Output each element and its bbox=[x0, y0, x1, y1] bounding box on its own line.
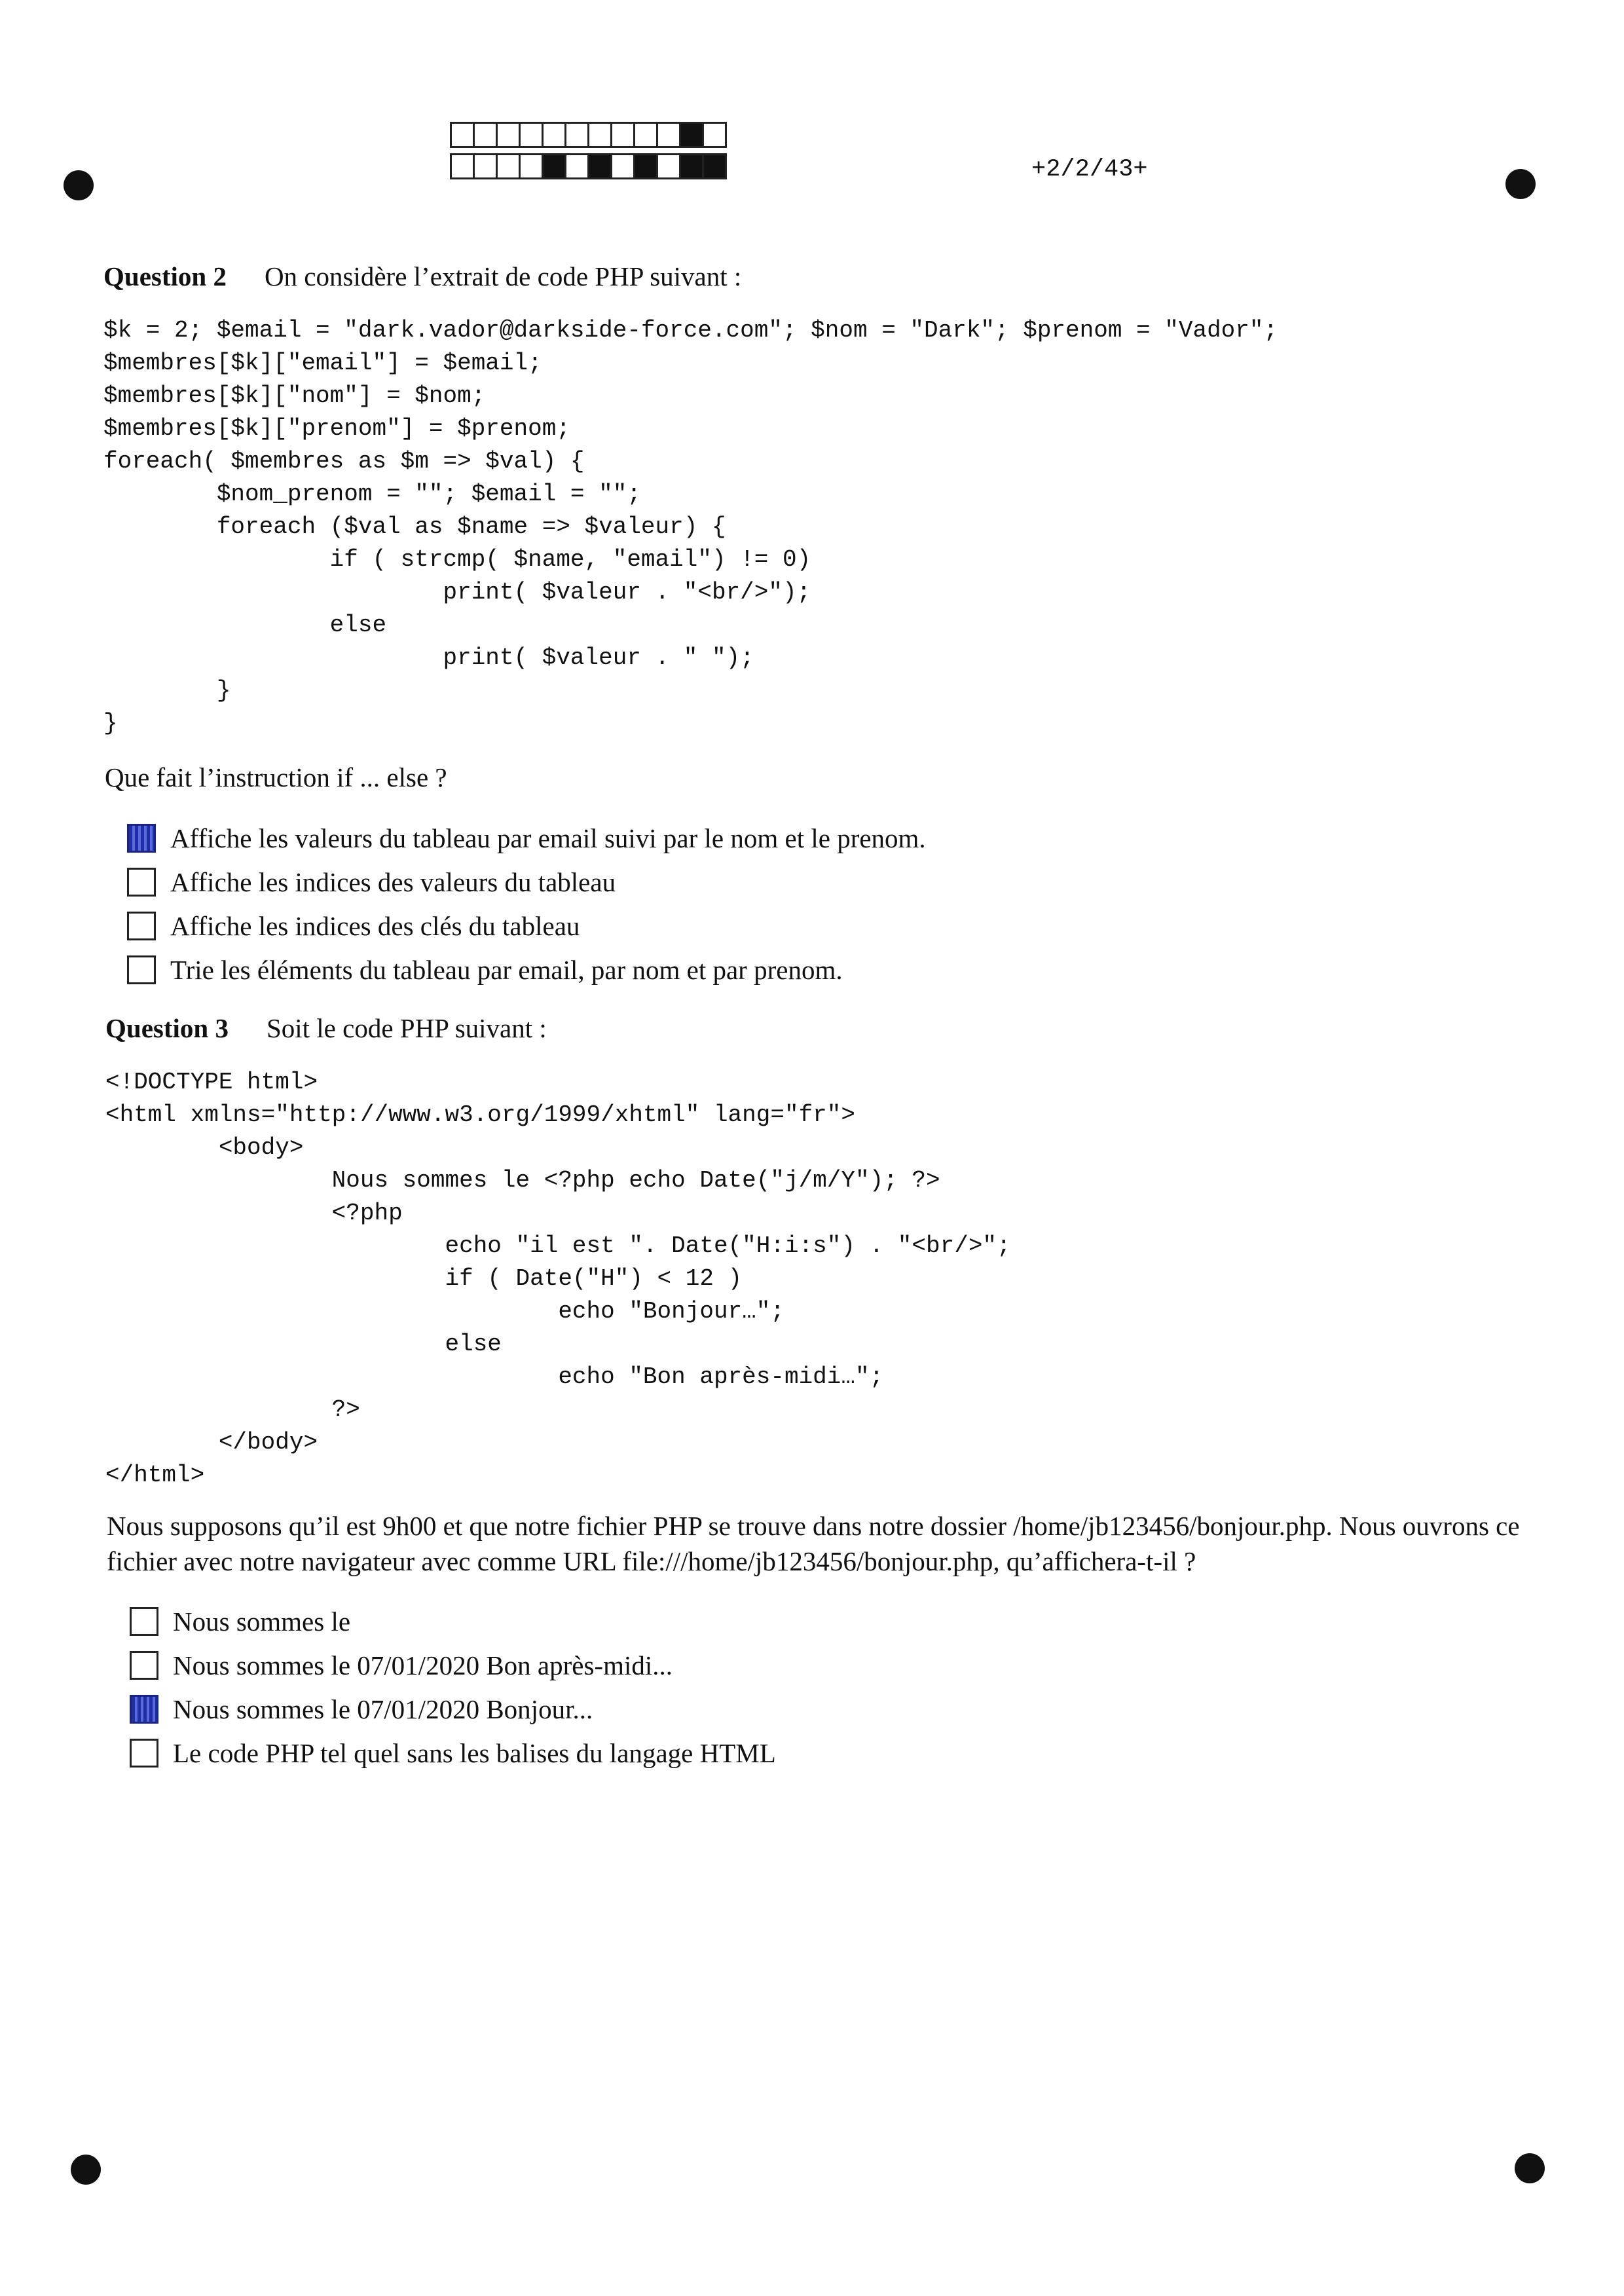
id-grid-cell bbox=[450, 153, 475, 179]
answer-label: Nous sommes le 07/01/2020 Bon après-midi... bbox=[173, 1650, 673, 1680]
id-grid-cell bbox=[519, 122, 544, 148]
id-grid-cell bbox=[450, 122, 475, 148]
php-code-block: $k = 2; $email = "dark.vador@darkside-force.com"; $nom = "Dark"; $prenom = "Vador"; $membres[$k]["email"] = $email; $membres[$k]["nom"] = $nom; $membres[$k]["prenom"] = $prenom; foreach( $membres as $m => $val) { $nom_prenom = ""; $email = ""; foreach ($val as $name => $valeur) { if ( strcmp( $name, "email") != 0) print( $valeur . "<br/>"); else print( $valeur . " "); } } bbox=[103, 317, 1278, 737]
id-grid-cell bbox=[473, 153, 498, 179]
id-grid-cell-filled bbox=[542, 153, 566, 179]
answer-checkbox[interactable] bbox=[127, 912, 156, 940]
answer-option[interactable] bbox=[130, 1643, 776, 1687]
question-number: Question 2 bbox=[103, 261, 227, 291]
question-intro: On considère l’extrait de code PHP suivant : bbox=[264, 261, 742, 291]
id-grid-cell bbox=[610, 122, 635, 148]
registration-mark-top-right bbox=[1505, 169, 1536, 199]
id-grid-cell bbox=[702, 122, 727, 148]
answer-checkbox[interactable] bbox=[127, 868, 156, 897]
question-3-header bbox=[105, 1012, 547, 1044]
question-prompt: Nous supposons qu’il est 9h00 et que notre fichier PHP se trouve dans notre dossier /home/jb123456/bonjour.php. Nous ouvrons ce fichier avec notre navigateur avec comme URL file:///home/jb123456/bonjour.php, qu’affichera-t-il ? bbox=[107, 1511, 1520, 1576]
answer-checkbox[interactable] bbox=[130, 1739, 158, 1768]
page-code: +2/2/43+ bbox=[1031, 156, 1148, 183]
id-grid-cell bbox=[564, 153, 589, 179]
id-grid-cell bbox=[473, 122, 498, 148]
id-grid-cell bbox=[656, 153, 681, 179]
id-grid-cell-filled bbox=[633, 153, 658, 179]
id-grid-cell bbox=[564, 122, 589, 148]
id-grid-cell-filled bbox=[702, 153, 727, 179]
answer-list bbox=[130, 1599, 776, 1775]
answer-checkbox[interactable] bbox=[127, 955, 156, 984]
answer-option[interactable] bbox=[127, 816, 926, 860]
answer-option[interactable] bbox=[127, 860, 926, 904]
answer-option[interactable] bbox=[127, 904, 926, 948]
answer-list bbox=[127, 816, 926, 991]
answer-label: Affiche les indices des clés du tableau bbox=[170, 910, 580, 941]
answer-option[interactable] bbox=[130, 1687, 776, 1731]
id-grid-cell bbox=[633, 122, 658, 148]
php-code-block: <!DOCTYPE html> <html xmlns="http://www.w3.org/1999/xhtml" lang="fr"> <body> Nous sommes le <?php echo Date("j/m/Y"); ?> <?php echo "il est ". Date("H:i:s") . "<br/>"; if ( Date("H") < 12 ) echo "Bonjour…"; else echo "Bon après-midi…"; ?> </body> </html> bbox=[105, 1069, 1011, 1489]
id-grid-cell-filled bbox=[679, 153, 704, 179]
id-grid-cell bbox=[587, 122, 612, 148]
id-grid-cell bbox=[496, 122, 521, 148]
registration-mark-bottom-right bbox=[1515, 2153, 1545, 2183]
answer-option[interactable] bbox=[130, 1599, 776, 1643]
id-grid-cell-filled bbox=[587, 153, 612, 179]
id-grid-cell bbox=[519, 153, 544, 179]
question-prompt: Que fait l’instruction if ... else ? bbox=[105, 762, 447, 792]
id-grid-cell bbox=[542, 122, 566, 148]
registration-mark-bottom-left bbox=[71, 2155, 101, 2185]
id-grid-cell bbox=[656, 122, 681, 148]
registration-mark-top-left bbox=[64, 170, 94, 200]
answer-checkbox[interactable] bbox=[130, 1607, 158, 1636]
id-grid-cell bbox=[496, 153, 521, 179]
student-id-grid-bottom bbox=[450, 153, 725, 179]
id-grid-cell bbox=[610, 153, 635, 179]
answer-label: Affiche les valeurs du tableau par email suivi par le nom et le prenom. bbox=[170, 823, 926, 853]
question-number: Question 3 bbox=[105, 1013, 229, 1043]
answer-checkbox[interactable] bbox=[130, 1695, 158, 1724]
answer-option[interactable] bbox=[127, 948, 926, 991]
answer-label: Nous sommes le bbox=[173, 1606, 351, 1637]
question-2-header bbox=[103, 261, 741, 292]
id-grid-cell-filled bbox=[679, 122, 704, 148]
answer-checkbox[interactable] bbox=[127, 824, 156, 853]
student-id-grid-top bbox=[450, 122, 725, 148]
question-intro: Soit le code PHP suivant : bbox=[266, 1013, 547, 1043]
answer-label: Trie les éléments du tableau par email, par nom et par prenom. bbox=[170, 954, 843, 985]
answer-checkbox[interactable] bbox=[130, 1651, 158, 1680]
answer-label: Affiche les indices des valeurs du tableau bbox=[170, 866, 616, 897]
answer-label: Le code PHP tel quel sans les balises du langage HTML bbox=[173, 1737, 776, 1768]
answer-option[interactable] bbox=[130, 1731, 776, 1775]
answer-label: Nous sommes le 07/01/2020 Bonjour... bbox=[173, 1694, 593, 1724]
